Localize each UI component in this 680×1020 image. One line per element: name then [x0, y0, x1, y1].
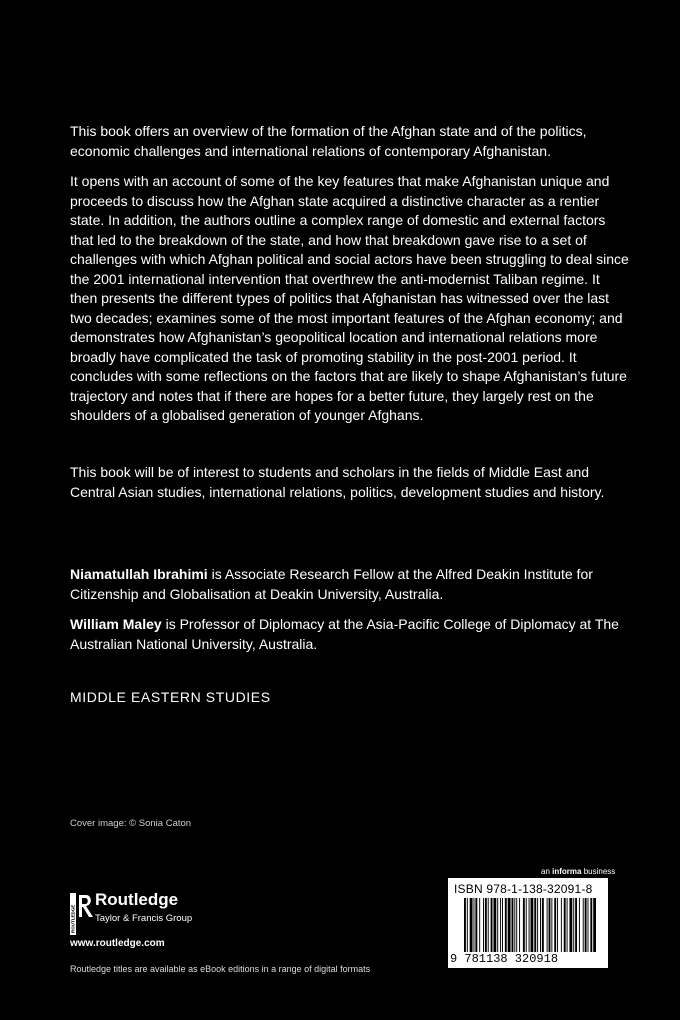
isbn-barcode-box [448, 878, 608, 968]
barcode-bar [531, 898, 534, 952]
author-bio-text-1: is Associate Research Fellow at the Alfred Deakin Institute for Citizenship and Globalisation at Deakin University, Australia. [70, 566, 593, 602]
author-bio-1 [70, 565, 630, 604]
barcode-bar [561, 898, 562, 952]
blurb-paragraph-1: This book offers an overview of the formation of the Afghan state and of the politics, economic challenges and international relations of contemporary Afghanistan. [70, 123, 587, 159]
author-bio-2 [70, 615, 630, 654]
barcode-bar [567, 898, 568, 952]
barcode-digits: 9 781138 320918 [450, 952, 559, 966]
barcode-bar [557, 898, 558, 952]
blurb-paragraph-3: This book will be of interest to students and scholars in the fields of Middle East and Central Asian studies, international relations, politics, development studies and history. [70, 464, 605, 500]
series-name: MIDDLE EASTERN STUDIES [70, 689, 271, 705]
barcode-bar [588, 898, 589, 952]
barcode-bar [564, 898, 566, 952]
barcode-bar [579, 898, 580, 952]
ebook-note: Routledge titles are available as eBook editions in a range of digital formats [70, 964, 371, 974]
barcode-bar [537, 898, 538, 952]
barcode-bar [519, 898, 520, 952]
barcode-bar [534, 898, 536, 952]
barcode-bar [575, 898, 577, 952]
barcode-bar [508, 898, 511, 952]
publisher-group: Taylor & Francis Group [95, 913, 193, 924]
isbn-label: ISBN 978-1-138-32091-8 [454, 882, 593, 896]
barcode-bar [547, 898, 548, 952]
barcode-bar [542, 898, 544, 952]
barcode-bar [467, 898, 468, 952]
barcode-bar [569, 898, 572, 952]
author-bio-text-2: is Professor of Diplomacy at the Asia-Pacific College of Diplomacy at The Australian National University, Australia. [70, 616, 619, 652]
barcode-bar [540, 898, 541, 952]
barcode-bar [497, 898, 498, 952]
informa-suffix: business [581, 867, 616, 876]
barcode-bar [505, 898, 507, 952]
barcode-bar [593, 898, 596, 952]
cover-credit: Cover image: © Sonia Caton [70, 818, 192, 829]
barcode-bar [500, 898, 501, 952]
barcode-bar [549, 898, 551, 952]
barcode-bar [526, 898, 527, 952]
barcode-bar [523, 898, 525, 952]
barcode-bar [493, 898, 496, 952]
logo-side-text: ROUTLEDGE [70, 904, 76, 933]
barcode-bar [488, 898, 489, 952]
informa-brand: informa [552, 867, 582, 876]
publisher-url[interactable]: www.routledge.com [70, 938, 165, 949]
barcode-bar [464, 898, 466, 952]
barcode-bar [491, 898, 493, 952]
barcode-bar [470, 898, 473, 952]
barcode-bar [551, 898, 552, 952]
barcode-bar [554, 898, 556, 952]
barcode-bar [514, 898, 515, 952]
barcode-bar [475, 898, 477, 952]
publisher-name: Routledge [95, 890, 179, 909]
author-name-1: Niamatullah Ibrahimi [70, 566, 208, 582]
barcode-bar [483, 898, 484, 952]
barcode-bar [585, 898, 587, 952]
informa-prefix: an [541, 867, 553, 876]
barcode-bar [474, 898, 475, 952]
barcode-bar [512, 898, 514, 952]
barcode-icon [464, 898, 596, 952]
barcode-bar [573, 898, 574, 952]
informa-tagline [541, 867, 615, 876]
barcode-bar [583, 898, 584, 952]
blurb-paragraph-2: It opens with an account of some of the key features that make Afghanistan unique and proceeds to discuss how the Afghan state acquired a distinctive character as a rentier state. In addition, the authors outline a complex range of domestic and external factors that led to the breakdown of the state, and how that breakdown gave rise to a set of challenges with which Afghan political and social actors have been struggling to deal since the 2001 international intervention that overthrew the anti-modernist Taliban regime. It then presents the different types of politics that Afghanistan has witnessed over the last two decades; examines some of the most important features of the Afghan economy; and demonstrates how Afghanistan’s geopolitical location and international relations more broadly have complicated the task of promoting stability in the post-2001 period. It concludes with some reflections on the factors that are likely to shape Afghanistan’s future trajectory and notes that if there are hopes for a better future, they largely rest on the shoulders of a globalised generation of younger Afghans. [70, 173, 629, 423]
author-name-2: William Maley [70, 616, 162, 632]
barcode-bar [516, 898, 517, 952]
barcode-bar [529, 898, 530, 952]
barcode-bar [590, 898, 592, 952]
barcode-bar [485, 898, 487, 952]
barcode-bar [479, 898, 480, 952]
barcode-bar [502, 898, 503, 952]
